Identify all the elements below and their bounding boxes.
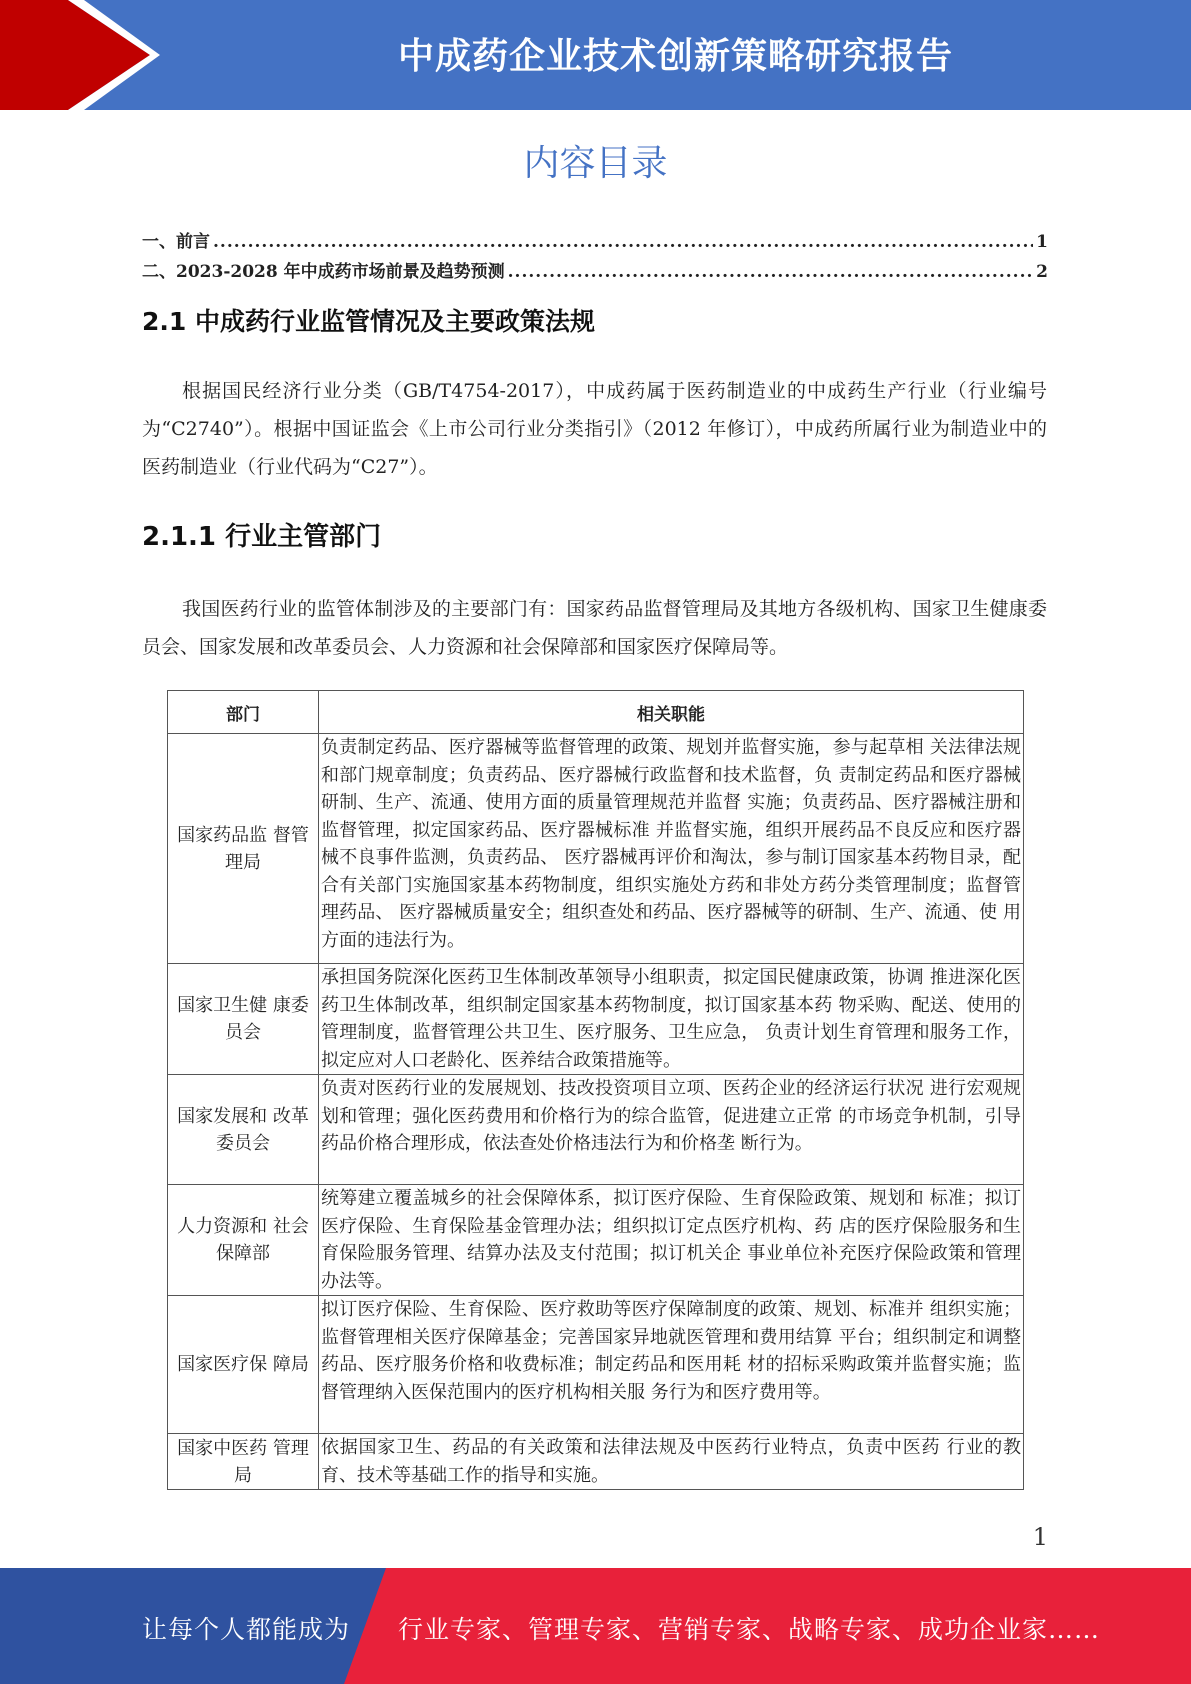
table-row [168,1296,1024,1434]
toc-entry-page: 1 [1036,232,1048,252]
section-heading-2-1: 2.1 中成药行业监管情况及主要政策法规 [142,307,595,336]
section-2-1-1-paragraph: 我国医药行业的监管体制涉及的主要部门有：国家药品监督管理局及其地方各级机构、国家卫生健康委员会、国家发展和改革委员会、人力资源和社会保障部和国家医疗保障局等。 [142,598,1047,658]
table-row [168,1185,1024,1296]
toc-entry[interactable] [142,257,1048,282]
duty-cell: 负责制定药品、医疗器械等监督管理的政策、规划并监督实施，参与起草相 关法律法规和部门规章制度；负责药品、医疗器械行政监督和技术监督，负 责制定药品和医疗器械研制、生产、流通、使用方面的质量管理规范并监督 实施；负责药品、医疗器械注册和监督管理，拟定国家药品、医疗器械标准 并监督实施，组织开展药品不良反应和医疗器械不良事件监测，负责药品、 医疗器械再评价和淘汰，参与制订国家基本药物目录，配合有关部门实施国家基本药物制度，组织实施处方药和非处方药分类管理制度；监督管理药品、 医疗器械质量安全；组织查处和药品、医疗器械等的研制、生产、流通、使 用方面的违法行为。 [319,734,1024,964]
toc-leader-dots [508,262,1034,282]
dept-cell: 国家医疗保 障局 [168,1296,319,1434]
column-header-duty: 相关职能 [319,691,1024,734]
table-row [168,734,1024,964]
toc-leader-dots [213,232,1033,252]
dept-cell: 国家卫生健 康委员会 [168,964,319,1075]
duty-cell: 承担国务院深化医药卫生体制改革领导小组职责，拟定国民健康政策，协调 推进深化医药卫生体制改革，组织制定国家基本药物制度，拟订国家基本药 物采购、配送、使用的管理制度，监督管理公共卫生、医疗服务、卫生应急， 负责计划生育管理和服务工作，拟定应对人口老龄化、医养结合政策措施等。 [319,964,1024,1075]
header-banner [0,0,1191,110]
toc-entry-page: 2 [1036,262,1048,282]
report-title: 中成药企业技术创新策略研究报告 [397,36,953,77]
section-2-1-paragraph: 根据国民经济行业分类（GB/T4754-2017），中成药属于医药制造业的中成药生产行业（行业编号为“C2740”）。根据中国证监会《上市公司行业分类指引》（2012 年修订），中成药所属行业为制造业中的医药制造业（行业代码为“C27”）。 [142,380,1047,478]
section-heading-2-1-1: 2.1.1 行业主管部门 [142,522,382,552]
dept-cell: 国家中医药 管理局 [168,1434,319,1490]
column-header-dept: 部门 [168,691,319,734]
toc-entry[interactable] [142,227,1048,252]
table-row [168,1075,1024,1185]
toc-entry-label: 二、2023-2028 年中成药市场前景及趋势预测 [142,262,505,282]
duty-cell: 拟订医疗保险、生育保险、医疗救助等医疗保障制度的政策、规划、标准并 组织实施；监督管理相关医疗保障基金；完善国家异地就医管理和费用结算 平台；组织制定和调整药品、医疗服务价格和收费标准；制定药品和医用耗 材的招标采购政策并监督实施；监督管理纳入医保范围内的医疗机构相关服 务行为和医疗费用等。 [319,1296,1024,1434]
dept-cell: 人力资源和 社会保障部 [168,1185,319,1296]
duty-cell: 依据国家卫生、药品的有关政策和法律法规及中医药行业特点，负责中医药 行业的教育、技术等基础工作的指导和实施。 [319,1434,1024,1490]
toc-entry-label: 一、前言 [142,232,210,252]
footer-slogan-left: 让每个人都能成为 [142,1615,351,1644]
header-red-arrow [0,0,150,110]
duty-cell: 负责对医药行业的发展规划、技改投资项目立项、医药企业的经济运行状况 进行宏观规划和管理；强化医药费用和价格行为的综合监管，促进建立正常 的市场竞争机制，引导药品价格合理形成，依法查处价格违法行为和价格垄 断行为。 [319,1075,1024,1185]
footer-slogan-right: 行业专家、管理专家、营销专家、战略专家、成功企业家…… [398,1615,1101,1644]
page-number: 1 [1032,1523,1048,1551]
department-table [167,690,1024,1490]
table-header-row [168,691,1024,734]
table-row [168,1434,1024,1490]
footer-banner [0,1568,1191,1684]
dept-cell: 国家发展和 改革委员会 [168,1075,319,1185]
duty-cell: 统筹建立覆盖城乡的社会保障体系，拟订医疗保险、生育保险政策、规划和 标准；拟订医疗保险、生育保险基金管理办法；组织拟订定点医疗机构、药 店的医疗保险服务和生育保险服务管理、结算办法及支付范围；拟订机关企 事业单位补充医疗保险政策和管理办法等。 [319,1185,1024,1296]
table-row [168,964,1024,1075]
toc-title: 内容目录 [523,143,668,184]
dept-cell: 国家药品监 督管理局 [168,734,319,964]
